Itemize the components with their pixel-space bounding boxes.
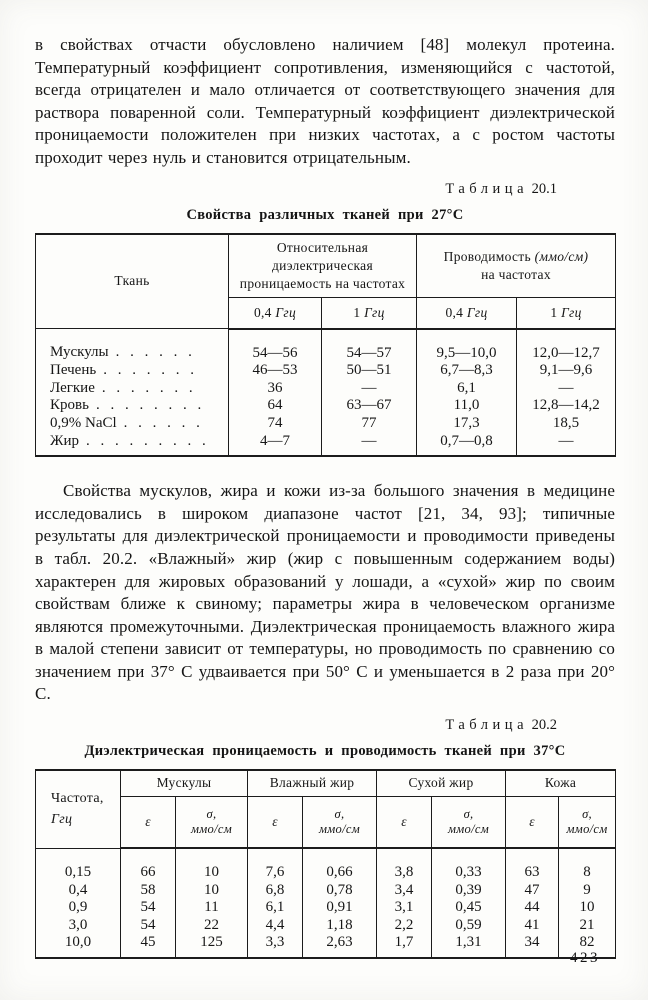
- tissue-cell: 0,9% NaCl . . . . . .: [36, 415, 229, 433]
- freq-col-header: 1 Ггц: [517, 298, 616, 329]
- value-cell: 36: [229, 380, 322, 398]
- value-cell: 3,3: [248, 934, 303, 958]
- table1-title: Свойства различных тканей при 27°С: [186, 206, 464, 223]
- value-cell: 47: [506, 882, 559, 900]
- value-cell: 3,1: [377, 899, 432, 917]
- table-row: [36, 362, 616, 380]
- table-row: [36, 397, 616, 415]
- epsilon-header: ε: [248, 796, 303, 848]
- value-cell: 9,1—9,6: [517, 362, 616, 380]
- value-cell: 7,6: [248, 848, 303, 882]
- value-cell: 10: [176, 848, 248, 882]
- value-cell: 46—53: [229, 362, 322, 380]
- value-cell: 22: [176, 917, 248, 935]
- table2-symbol-header-row: [36, 796, 616, 848]
- freq-col-header: 0,4 Ггц: [417, 298, 517, 329]
- page-number: 423: [570, 950, 600, 966]
- tissue-cell: Жир . . . . . . . . .: [36, 433, 229, 457]
- value-cell: —: [517, 380, 616, 398]
- dot-leader: . . . . . .: [123, 414, 204, 431]
- value-cell: 0,66: [303, 848, 377, 882]
- value-cell: 10: [559, 899, 616, 917]
- table2-header-dry-fat: Сухой жир: [377, 770, 506, 796]
- paragraph-1: в свойствах отчасти обусловлено наличием [48] молекул протеина. Температурный коэффициент сопротивления, изменяющийся с частотой, всегда отрицателен и мало отличается от соответствующего значения для раствора поваренной соли. Температурный коэффициент диэлектрической проницаемости положителен при низких частотах, а с ростом частоты проходит через нуль и становится отрицательным.: [35, 35, 615, 167]
- value-cell: 0,7—0,8: [417, 433, 517, 457]
- value-cell: —: [322, 433, 417, 457]
- value-cell: 3,4: [377, 882, 432, 900]
- epsilon-header: ε: [121, 796, 176, 848]
- value-cell: 54: [121, 899, 176, 917]
- value-cell: 9: [559, 882, 616, 900]
- value-cell: 11,0: [417, 397, 517, 415]
- table1-label-word: Таблица: [445, 180, 528, 197]
- value-cell: 0,33: [432, 848, 506, 882]
- value-cell: 0,78: [303, 882, 377, 900]
- value-cell: 2,2: [377, 917, 432, 935]
- value-cell: 3,8: [377, 848, 432, 882]
- value-cell: —: [517, 433, 616, 457]
- value-cell: 58: [121, 882, 176, 900]
- table2-header-skin: Кожа: [506, 770, 616, 796]
- sigma-header: σ, ммо/см: [176, 796, 248, 848]
- value-cell: 66: [121, 848, 176, 882]
- table-row: [36, 329, 616, 363]
- value-cell: 6,7—8,3: [417, 362, 517, 380]
- value-cell: 1,18: [303, 917, 377, 935]
- table-row: [36, 848, 616, 882]
- value-cell: 0,91: [303, 899, 377, 917]
- dot-leader: . . . . . .: [115, 344, 196, 361]
- table-row: [36, 917, 616, 935]
- value-cell: 6,8: [248, 882, 303, 900]
- table1: [35, 233, 616, 458]
- value-cell: 54: [121, 917, 176, 935]
- table1-label: [35, 181, 615, 198]
- table2-header-muscles: Мускулы: [121, 770, 248, 796]
- table-row: [36, 433, 616, 457]
- table-row: [36, 899, 616, 917]
- value-cell: 4—7: [229, 433, 322, 457]
- frequency-cell: 3,0: [36, 917, 121, 935]
- value-cell: 8: [559, 848, 616, 882]
- value-cell: 17,3: [417, 415, 517, 433]
- value-cell: 0,39: [432, 882, 506, 900]
- epsilon-header: ε: [506, 796, 559, 848]
- value-cell: 4,4: [248, 917, 303, 935]
- value-cell: 41: [506, 917, 559, 935]
- value-cell: 74: [229, 415, 322, 433]
- value-cell: 0,59: [432, 917, 506, 935]
- value-cell: 44: [506, 899, 559, 917]
- frequency-cell: 0,9: [36, 899, 121, 917]
- value-cell: 21: [559, 917, 616, 935]
- tissue-cell: Кровь . . . . . . . .: [36, 397, 229, 415]
- table2-label: [35, 717, 615, 734]
- dot-leader: . . . . . . . .: [95, 397, 205, 414]
- table2-label-word: Таблица: [445, 717, 528, 734]
- value-cell: 77: [322, 415, 417, 433]
- value-cell: 12,8—14,2: [517, 397, 616, 415]
- table-row: [36, 380, 616, 398]
- tissue-cell: Печень . . . . . . .: [36, 362, 229, 380]
- value-cell: 54—57: [322, 329, 417, 363]
- value-cell: 10: [176, 882, 248, 900]
- dot-leader: . . . . . . . . .: [85, 432, 210, 449]
- frequency-cell: 10,0: [36, 934, 121, 958]
- value-cell: 63—67: [322, 397, 417, 415]
- table1-header-permittivity-group: Относительная диэлектрическая проницаемость на частотах: [229, 234, 417, 298]
- value-cell: —: [322, 380, 417, 398]
- table-row: [36, 415, 616, 433]
- value-cell: 2,63: [303, 934, 377, 958]
- value-cell: 9,5—10,0: [417, 329, 517, 363]
- value-cell: 18,5: [517, 415, 616, 433]
- table1-label-number: 20.1: [531, 180, 557, 197]
- frequency-cell: 0,4: [36, 882, 121, 900]
- value-cell: 12,0—12,7: [517, 329, 616, 363]
- frequency-cell: 0,15: [36, 848, 121, 882]
- table-row: [36, 934, 616, 958]
- conductivity-unit: (ммо/см): [534, 248, 589, 264]
- table1-group-header-row: [36, 234, 616, 298]
- table2: [35, 769, 616, 959]
- value-cell: 63: [506, 848, 559, 882]
- conductivity-word: Проводимость: [443, 248, 531, 264]
- value-cell: 64: [229, 397, 322, 415]
- tissue-cell: Мускулы . . . . . .: [36, 329, 229, 363]
- value-cell: 45: [121, 934, 176, 958]
- dot-leader: . . . . . . .: [103, 362, 198, 379]
- table2-group-header-row: [36, 770, 616, 796]
- epsilon-header: ε: [377, 796, 432, 848]
- value-cell: 1,7: [377, 934, 432, 958]
- value-cell: 34: [506, 934, 559, 958]
- sigma-header: σ, ммо/см: [432, 796, 506, 848]
- table1-header-tissue: Ткань: [36, 234, 229, 329]
- value-cell: 0,45: [432, 899, 506, 917]
- table-row: [36, 882, 616, 900]
- tissue-cell: Легкие . . . . . . .: [36, 380, 229, 398]
- paragraph-2: Свойства мускулов, жира и кожи из-за большого значения в медицине исследовались в широком диапазоне частот [21, 34, 93]; типичные результаты для диэлектрической проницаемости и проводимости приведены в табл. 20.2. «Влажный» жир (жир с повышенным содержанием воды) характерен для жировых образований у лошади, а «сухой» жир по своим свойствам ближе к свиному; параметры жира в человеческом организме являются промежуточными. Диэлектрическая проницаемость влажного жира в малой степени зависит от температуры, но проводимость по сравнению со значением при 37° С удваивается при 50° С и уменьшается в 2 раза при 20° С.: [35, 481, 615, 704]
- conductivity-tail: на частотах: [481, 266, 551, 282]
- table2-label-number: 20.2: [531, 717, 557, 734]
- sigma-header: σ, ммо/см: [303, 796, 377, 848]
- value-cell: 6,1: [417, 380, 517, 398]
- dot-leader: . . . . . . .: [101, 379, 197, 396]
- table2-title: Диэлектрическая проницаемость и проводимость тканей при 37°С: [84, 743, 566, 760]
- table2-header-wet-fat: Влажный жир: [248, 770, 377, 796]
- value-cell: 82: [559, 934, 616, 958]
- table2-header-frequency: Частота, Ггц: [36, 770, 121, 848]
- value-cell: 11: [176, 899, 248, 917]
- value-cell: 50—51: [322, 362, 417, 380]
- value-cell: 1,31: [432, 934, 506, 958]
- value-cell: 54—56: [229, 329, 322, 363]
- freq-col-header: 1 Ггц: [322, 298, 417, 329]
- sigma-header: σ, ммо/см: [559, 796, 616, 848]
- value-cell: 125: [176, 934, 248, 958]
- table1-header-conductivity-group: [417, 234, 616, 298]
- freq-col-header: 0,4 Ггц: [229, 298, 322, 329]
- value-cell: 6,1: [248, 899, 303, 917]
